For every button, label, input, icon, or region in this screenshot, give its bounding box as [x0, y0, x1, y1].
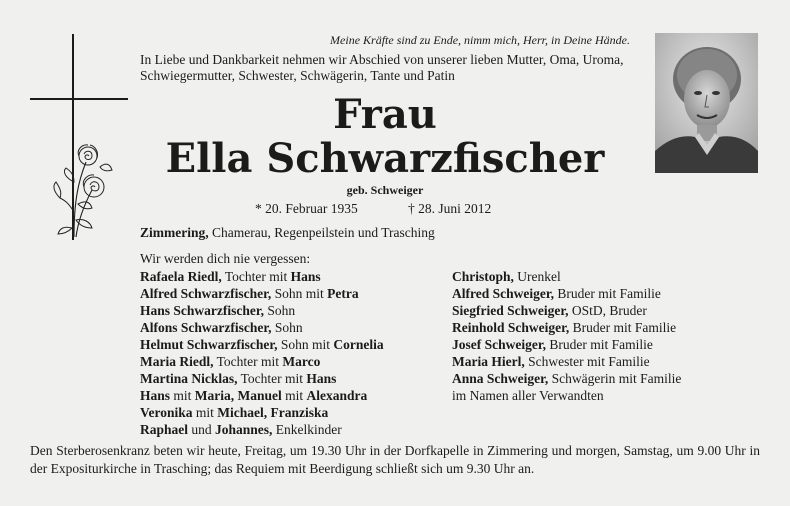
- mourner-line: [452, 285, 681, 302]
- mourner-name: Hans Schwarzfischer,: [140, 303, 264, 318]
- mourner-name: Hans: [290, 269, 321, 284]
- mourners-right-column: [452, 268, 681, 404]
- mourner-line: [452, 319, 681, 336]
- mourner-line: [140, 285, 384, 302]
- mourner-relation: und: [188, 422, 216, 437]
- mourner-line: [140, 302, 384, 319]
- mourner-line: [140, 336, 384, 353]
- mourner-name: Maria Riedl,: [140, 354, 214, 369]
- mourner-line: [140, 319, 384, 336]
- mourner-name: Rafaela Riedl,: [140, 269, 222, 284]
- motto: Meine Kräfte sind zu Ende, nimm mich, Herr, in Deine Hände.: [330, 33, 630, 47]
- mourner-name: Marco: [282, 354, 321, 369]
- mourner-line: [140, 404, 384, 421]
- mourner-line: [140, 370, 384, 387]
- mourner-line: [452, 268, 681, 285]
- mourner-name: Anna Schweiger,: [452, 371, 549, 386]
- mourner-relation: Sohn: [271, 320, 303, 335]
- mourner-name: Veronika: [140, 405, 193, 420]
- mourner-relation: mit: [170, 388, 195, 403]
- mourner-line: [452, 302, 681, 319]
- deceased-name: Ella Schwarzfischer: [165, 135, 605, 182]
- service-notice: Den Sterberosenkranz beten wir heute, Freitag, um 19.30 Uhr in der Dorfkapelle in Zimmering und morgen, Samstag, um 9.00 Uhr in der Expositurkirche in Trasching; das Requiem mit Beerdigung schließt sich um 9.30 Uhr an.: [30, 443, 760, 476]
- mourners-left-column: [140, 268, 384, 438]
- mourner-relation: Urenkel: [513, 269, 561, 284]
- not-forget-line: Wir werden dich nie vergessen:: [140, 251, 311, 266]
- mourner-name: Maria Hierl,: [452, 354, 525, 369]
- mourner-line: [140, 268, 384, 285]
- mourner-name: Reinhold Schweiger,: [452, 320, 570, 335]
- mourner-relation: Tochter mit: [221, 269, 291, 284]
- places-rest: Chamerau, Regenpeilstein und Trasching: [208, 225, 435, 240]
- mourner-line: [452, 387, 681, 404]
- mourner-line: [140, 387, 384, 404]
- mourner-relation: Schwester mit Familie: [524, 354, 650, 369]
- portrait-photo: [655, 33, 758, 173]
- birth-date: * 20. Februar 1935: [255, 201, 358, 216]
- mourner-line: [140, 421, 384, 438]
- mourner-name: Alfred Schwarzfischer,: [140, 286, 272, 301]
- places-bold: Zimmering,: [140, 225, 209, 240]
- mourner-name: Johannes,: [215, 422, 273, 437]
- mourner-name: Raphael: [140, 422, 189, 437]
- mourner-name: Christoph,: [452, 269, 514, 284]
- mourner-relation: Schwägerin mit Familie: [548, 371, 682, 386]
- places: [140, 225, 640, 241]
- mourner-name: Michael, Franziska: [217, 405, 329, 420]
- mourner-relation: Sohn mit: [277, 337, 334, 352]
- death-date: † 28. Juni 2012: [408, 201, 492, 216]
- mourner-relation: Enkelkinder: [272, 422, 342, 437]
- mourner-relation: Tochter mit: [213, 354, 283, 369]
- mourner-name: Hans: [306, 371, 337, 386]
- mourner-relation: Bruder mit Familie: [546, 337, 653, 352]
- mourner-name: Petra: [327, 286, 359, 301]
- mourner-line: [140, 353, 384, 370]
- intro-text: In Liebe und Dankbarkeit nehmen wir Abschied von unserer lieben Mutter, Oma, Uroma, Schwiegermutter, Schwester, Schwägerin, Tante und Patin: [140, 52, 624, 83]
- mourner-name: Alexandra: [306, 388, 368, 403]
- mourner-name: Alfred Schweiger,: [452, 286, 554, 301]
- mourner-relation: Tochter mit: [237, 371, 307, 386]
- mourner-relation: im Namen aller Verwandten: [452, 388, 604, 403]
- mourner-relation: Bruder mit Familie: [569, 320, 677, 335]
- mourner-line: [452, 353, 681, 370]
- mourner-name: Alfons Schwarzfischer,: [140, 320, 272, 335]
- mourner-name: Hans: [140, 388, 171, 403]
- mourner-name: Helmut Schwarzfischer,: [140, 337, 278, 352]
- mourner-relation: Bruder mit Familie: [554, 286, 661, 301]
- mourner-name: Siegfried Schweiger,: [452, 303, 569, 318]
- salutation: Frau: [333, 91, 437, 138]
- cross-with-roses-icon: [28, 32, 128, 242]
- mourner-name: Maria, Manuel: [194, 388, 282, 403]
- mourner-name: Cornelia: [333, 337, 384, 352]
- mourner-name: Josef Schweiger,: [452, 337, 546, 352]
- mourner-line: [452, 336, 681, 353]
- mourner-line: [452, 370, 681, 387]
- mourner-relation: Sohn: [264, 303, 296, 318]
- mourner-name: Martina Nicklas,: [140, 371, 238, 386]
- mourner-relation: mit: [192, 405, 218, 420]
- mourner-relation: OStD, Bruder: [568, 303, 647, 318]
- mourner-relation: mit: [281, 388, 307, 403]
- mourner-relation: Sohn mit: [271, 286, 328, 301]
- maiden-name: geb. Schweiger: [346, 183, 424, 197]
